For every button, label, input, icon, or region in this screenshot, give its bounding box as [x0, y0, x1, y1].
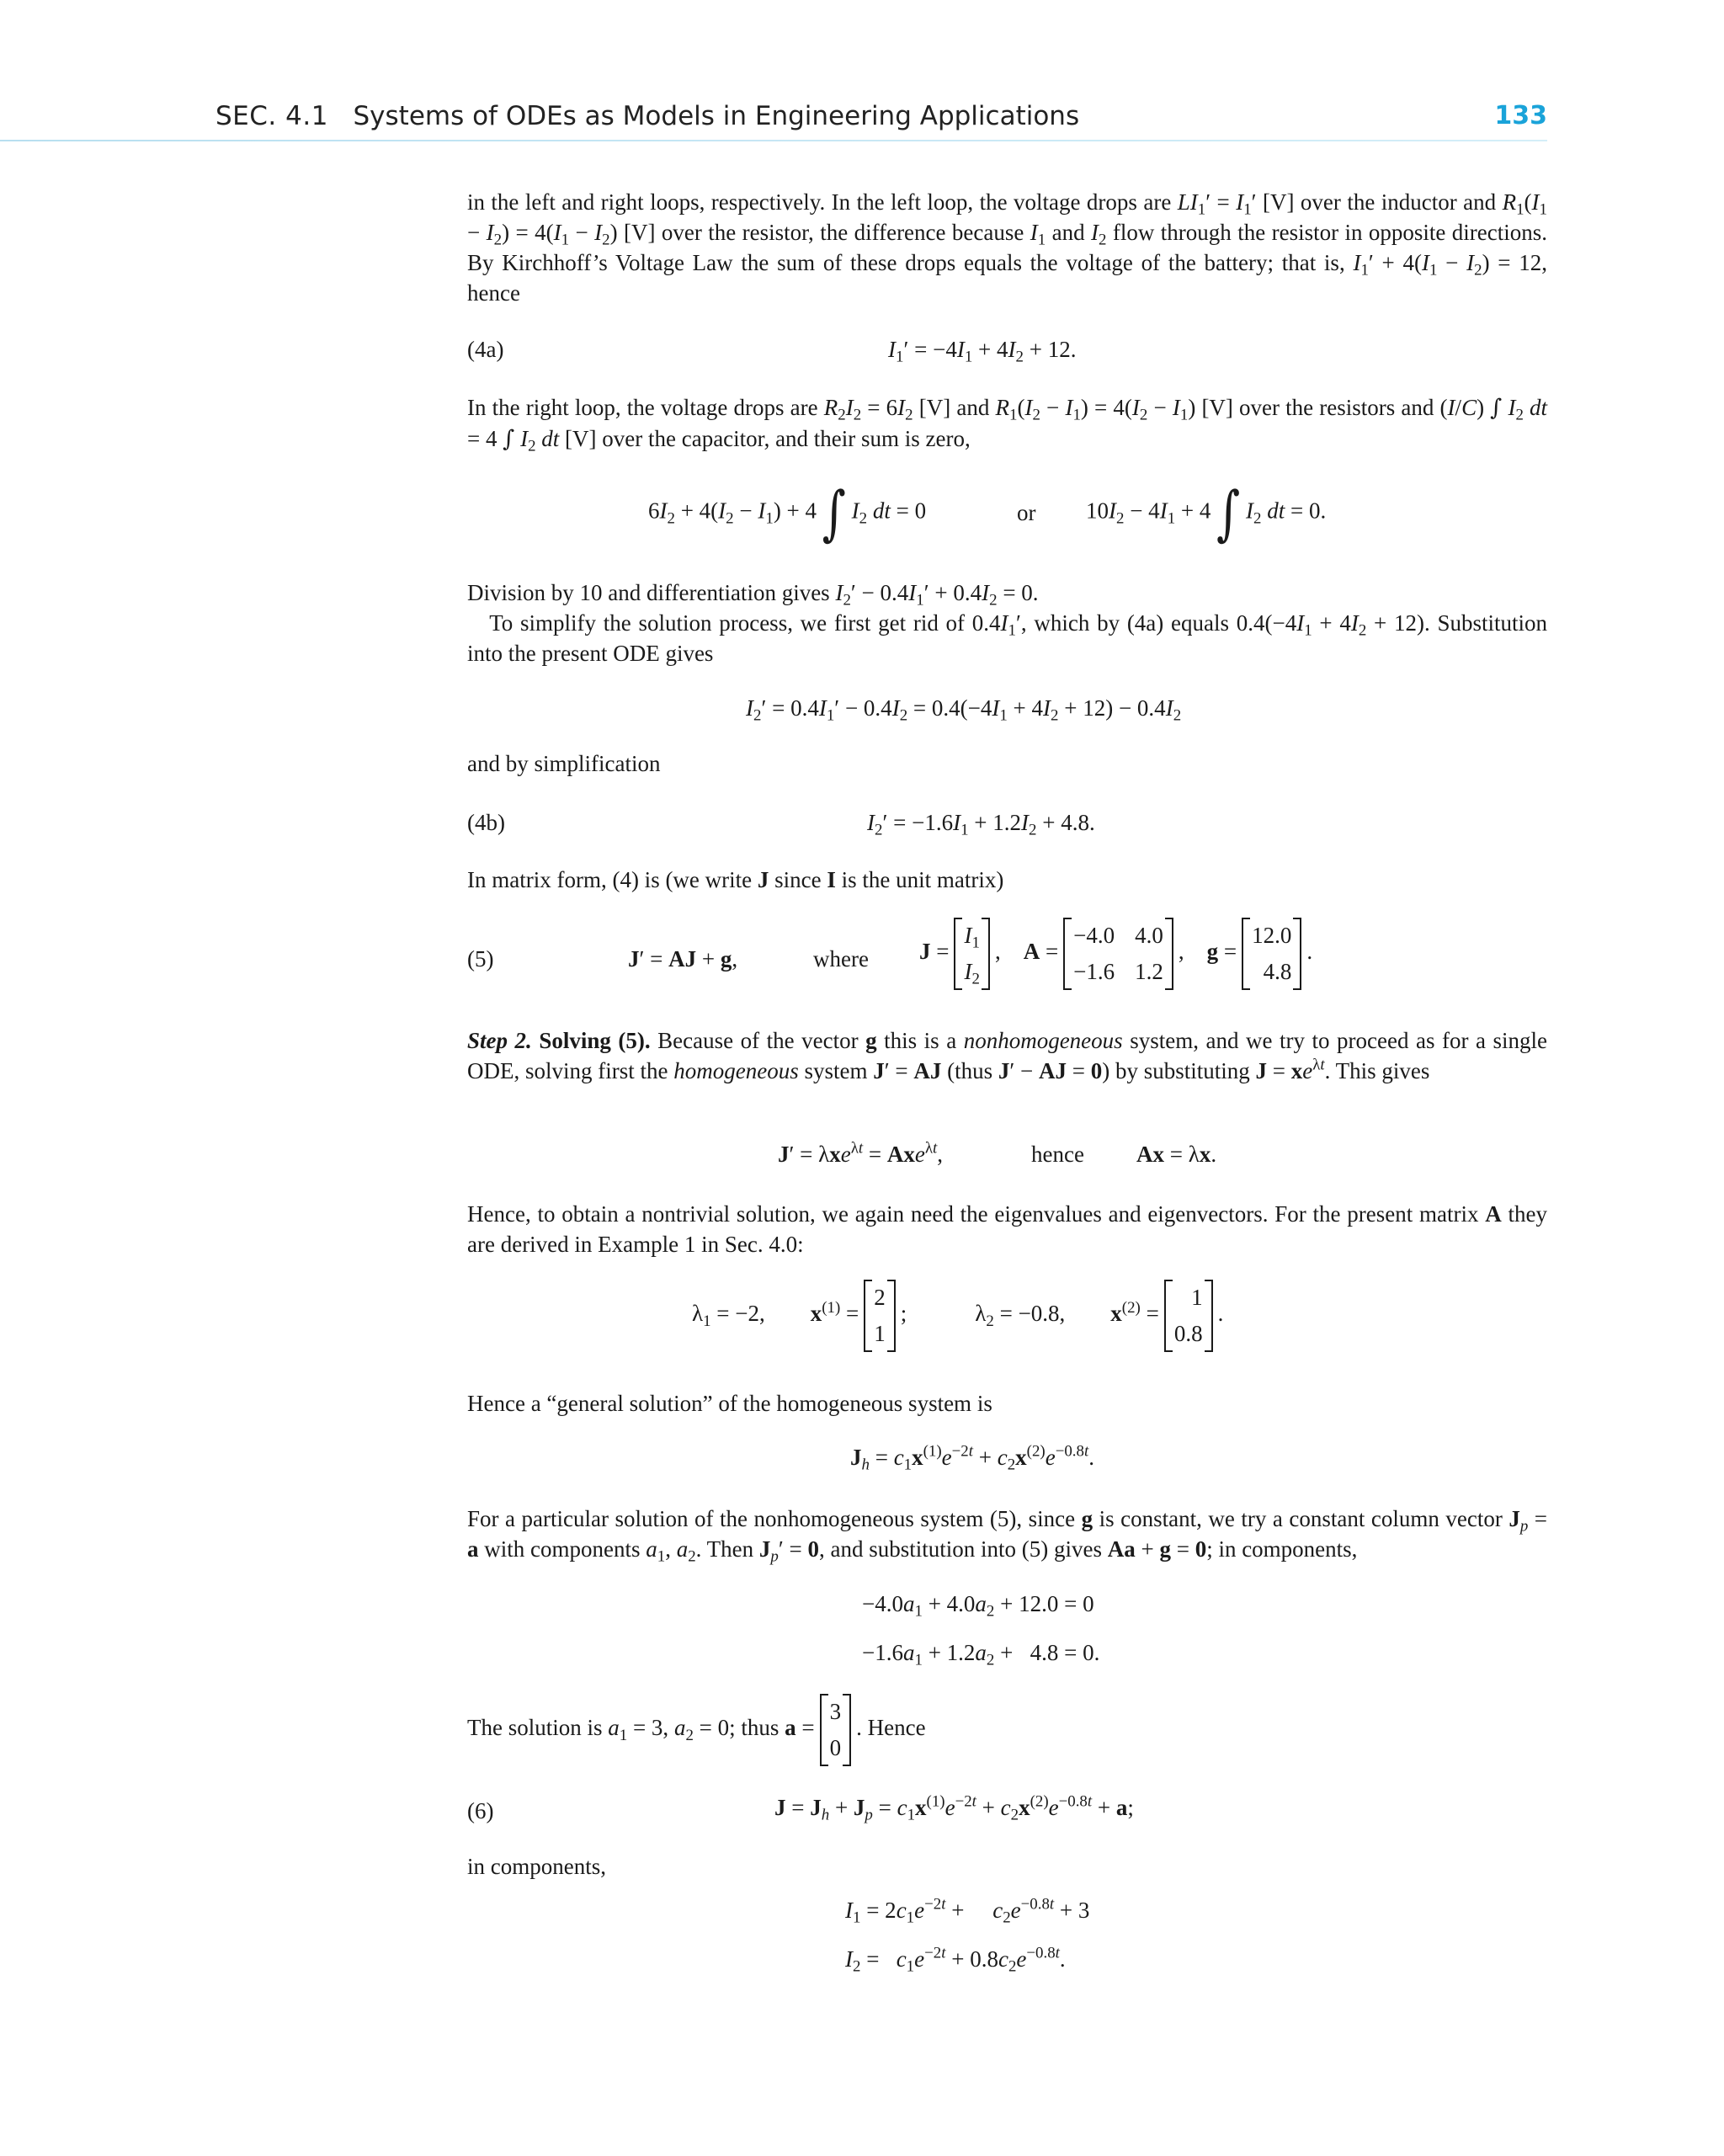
text-general-solution: Hence a “general solution” of the homogeneous system is	[467, 1391, 992, 1416]
header-section-title	[216, 101, 1079, 131]
equation-4a: $I_1' = -4I_1 + 4I_2 + 12$.	[888, 337, 1077, 366]
equation-right-loop-integral-alt: $10I_2 - 4I_1 + 4$ ∫ $I_2$ dt = 0.	[1086, 478, 1327, 548]
paragraph-eigenvalues: Hence, to obtain a nontrivial solution, we again need the eigenvalues and eigenvectors. For the present matrix A they are derived in Example 1 in Sec. 4.0:	[467, 1201, 1547, 1257]
running-header	[216, 101, 1547, 143]
equation-eigen-substitution: J′ = λxe$^{\lambda t}$ = Axe$^{\lambda t}$,	[778, 1139, 944, 1167]
equation-component-1: $-4.0a_1 + 4.0a_2 + 12.0 = 0$	[862, 1591, 1094, 1621]
matrix-g: 12.0 4.8	[1242, 918, 1301, 990]
vector-a: 3 0	[820, 1694, 852, 1766]
text-in-components: in components,	[467, 1854, 606, 1879]
chapter-title: Systems of ODEs as Models in Engineering Applications	[353, 101, 1080, 131]
eigenpairs: $\lambda_1 = -2$, $x^{(1)}$ = 2 1 ; $\lambda_2 = -0.8$, $x^{(2)}$ = 1 0.8 .	[692, 1280, 1223, 1352]
paragraph-left-loop: in the left and right loops, respectively. In the left loop, the voltage drops are $LI_1' = I_1'$ [V] over the inductor and $R_1(I_1 - I_2) = 4(I_1 - I_2)$ [V] over the resistor, the difference because $I_1$ and $I_2$ flow through the resistor in opposite directions. By Kirchhoff’s Voltage Law the sum of these drops equals the voltage of the battery; that is, $I_1' + 4(I_1 - I_2) = 12$, hence	[467, 189, 1548, 306]
paragraph-division: Division by 10 and differentiation gives $I_2' - 0.4I_1' + 0.4I_2 = 0$. To simplify the solution process, we first get rid of $0.4I_1'$, which by (4a) equals $0.4(-4I_1 + 4I_2 + 12)$. Substitution into the present ODE gives	[467, 580, 1548, 666]
header-rule	[0, 140, 1547, 141]
matrix-definitions: J = $I_1$ $I_2$ , A = −4.0 4.0 −1.6 1.2 , g = 12.0 4.8 .	[919, 918, 1312, 990]
word-or: or	[1017, 500, 1036, 525]
equation-number-6: (6)	[467, 1798, 494, 1823]
equation-I2-solution: $I_2 = c_1e^{-2t} + 0.8c_2e^{-0.8t}$.	[845, 1944, 1066, 1976]
equation-right-loop-integral: $6I_2 + 4(I_2 - I_1) + 4$ ∫ $I_2$ dt = 0	[648, 478, 927, 548]
matrix-A: −4.0 4.0 −1.6 1.2	[1063, 918, 1173, 990]
equation-substitution: $I_2' = 0.4I_1' - 0.4I_2 = 0.4(-4I_1 + 4I_2 + 12) - 0.4I_2$	[746, 695, 1182, 725]
equation-5: J′ = AJ + g,	[628, 946, 738, 972]
paragraph-step2: Step 2. Solving (5). Because of the vector g this is a nonhomogeneous system, and we try to proceed as for a single ODE, solving first the homogeneous system J′ = AJ (thus J′ − AJ = 0) by substituting $J = xe^{\lambda t}$. This gives	[467, 1028, 1548, 1083]
text-matrix-form: In matrix form, (4) is (we write J since I is the unit matrix)	[467, 867, 1004, 892]
page-number: 133	[1494, 101, 1547, 130]
equation-number-5: (5)	[467, 946, 494, 972]
equation-eigen-problem: Ax = λx.	[1136, 1142, 1217, 1167]
equation-component-2: $-1.6a_1 + 1.2a_2 + 4.8 = 0$.	[862, 1640, 1100, 1669]
matrix-J: $I_1$ $I_2$	[954, 918, 989, 990]
text-solution-a: The solution is $a_1 = 3$, $a_2 = 0$; thus a = 3 0 . Hence	[467, 1694, 926, 1766]
paragraph-right-loop: In the right loop, the voltage drops are $R_2I_2 = 6I_2$ [V] and $R_1(I_2 - I_1) = 4(I_2 - I_1)$ [V] over the resistors and (I/C) ∫ $I_2$ dt = 4 ∫ $I_2$ dt [V] over the capacitor, and their sum is zero,	[467, 395, 1548, 455]
equation-homogeneous-solution: $J_h = c_1x^{(1)}e^{-2t} + c_2x^{(2)}e^{-0.8t}$.	[850, 1442, 1094, 1474]
text-and-by-simplification: and by simplification	[467, 751, 661, 776]
section-number: SEC. 4.1	[216, 101, 328, 131]
equation-number-4b: (4b)	[467, 810, 505, 835]
eigenvector-1: 2 1	[864, 1280, 896, 1352]
eigenvector-2: 1 0.8	[1164, 1280, 1213, 1352]
equation-4b: $I_2' = -1.6I_1 + 1.2I_2 + 4.8$.	[867, 810, 1095, 839]
word-hence: hence	[1031, 1142, 1084, 1167]
word-where: where	[813, 946, 869, 972]
equation-6: $J = J_h + J_p = c_1x^{(1)}e^{-2t} + c_2x^{(2)}e^{-0.8t} + a$;	[774, 1792, 1134, 1824]
equation-I1-solution: $I_1 = 2c_1e^{-2t}$ + $c_2e^{-0.8t} + 3$	[845, 1895, 1090, 1927]
paragraph-particular-solution: For a particular solution of the nonhomogeneous system (5), since g is constant, we try a constant column vector $J_p = a$ with components $a_1$, $a_2$. Then $J_p' = 0$, and substitution into (5) gives Aa + g = 0; in components,	[467, 1506, 1547, 1566]
equation-number-4a: (4a)	[467, 337, 504, 362]
